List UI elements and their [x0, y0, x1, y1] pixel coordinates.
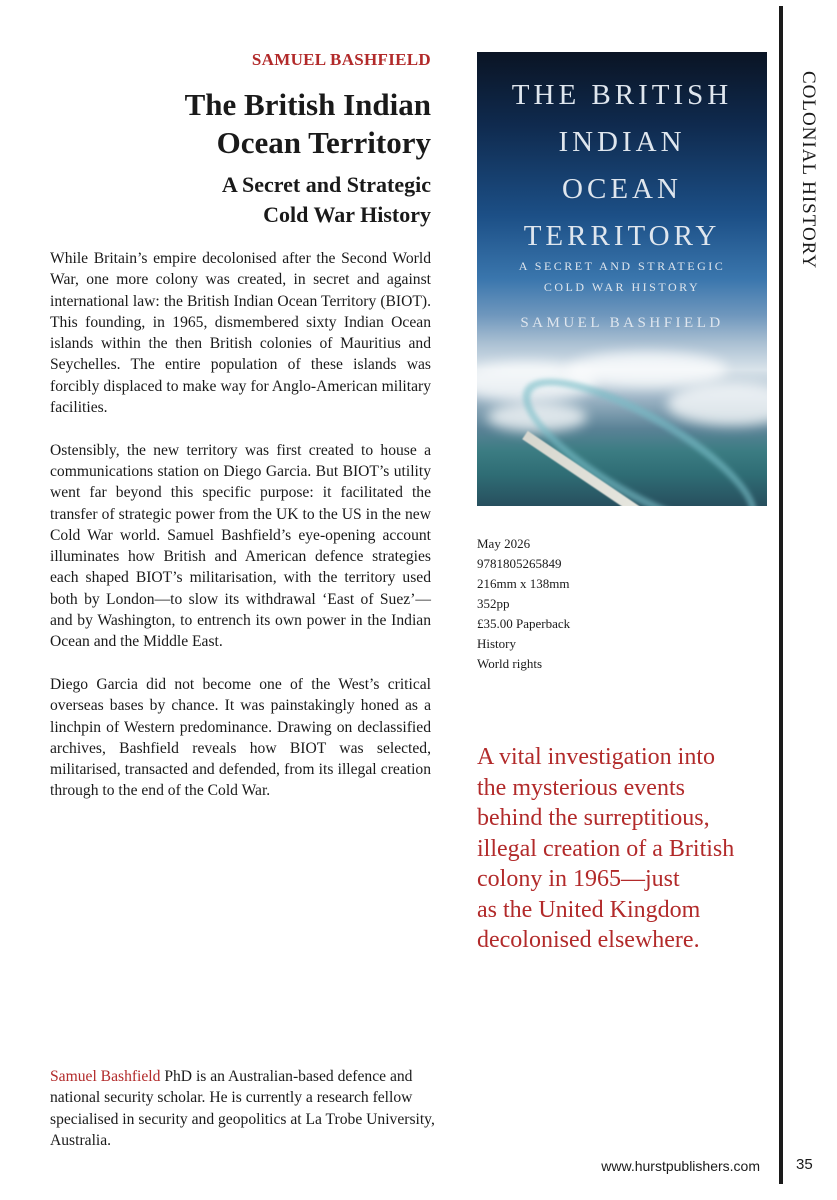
meta-price-format: £35.00 Paperback	[477, 616, 571, 631]
meta-isbn: 9781805265849	[477, 556, 562, 571]
pull-quote-line: decolonised elsewhere.	[477, 927, 700, 953]
pull-quote-line: behind the surreptitious,	[477, 805, 710, 831]
meta-rights: World rights	[477, 656, 543, 671]
book-title-line: The British Indian	[184, 87, 431, 122]
cover-cloud	[667, 382, 767, 426]
section-label-text: COLONIAL HISTORY	[798, 70, 819, 270]
cover-subtitle-line: A SECRET AND STRATEGIC	[518, 259, 726, 273]
blurb-paragraph: Diego Garcia did not become one of the West’s critical overseas bases by chance. It was painstakingly honed as a linchpin of Western predominance. Drawing on declassified archives, Bashfield reveals how BIOT was selected, militarised, transacted and defended, from its illegal creation through to the end of the Cold War.	[50, 675, 431, 800]
blurb-paragraph: Ostensibly, the new territory was first created to house a communications station on Diego Garcia. But BIOT’s utility went far beyond this specific purpose: it facilitated the transfer of strategic power from the UK to the US in the new Cold War world. Samuel Bashfield’s eye-opening account illuminates how British and American defence strategies each shaped BIOT’s militarisation, with the territory used both by London—to slow its withdrawal ‘East of Suez’—and by Washington, to entrench its own power in the Indian Ocean and the Middle East.	[50, 441, 431, 651]
publisher-url: www.hurstpublishers.com	[601, 1158, 760, 1174]
pull-quote-line: colony in 1965—just	[477, 866, 680, 892]
pull-quote-line: A vital investigation into	[477, 744, 715, 770]
author-bio	[50, 1066, 440, 1151]
author-bio-text: PhD is an Australian-based defence and national security scholar. He is currently a research fellow specialised in security and geopolitics at La Trobe University, Australia.	[50, 1068, 435, 1149]
cover-title-line: THE BRITISH	[511, 79, 733, 111]
pull-quote-line: illegal creation of a British	[477, 835, 735, 862]
cover-title	[477, 72, 767, 260]
book-subtitle	[51, 170, 431, 230]
book-author: SAMUEL BASHFIELD	[251, 50, 431, 69]
book-subtitle-line: Cold War History	[263, 202, 431, 227]
blurb-paragraph: While Britain’s empire decolonised after the Second World War, one more colony was created, in secret and against international law: the British Indian Ocean Territory (BIOT). This founding, in 1965, dismembered sixty Indian Ocean islands within the then British colonies of Mauritius and Seychelles. The entire population of these islands was forcibly displaced to make way for Anglo-American military facilities.	[50, 250, 431, 417]
book-blurb	[50, 248, 431, 823]
pull-quote-line: the mysterious events	[477, 774, 685, 801]
pull-quote-line: as the United Kingdom	[477, 896, 701, 923]
cover-cloud	[567, 352, 727, 388]
cover-subtitle	[477, 256, 767, 298]
book-subtitle-line: A Secret and Strategic	[221, 172, 431, 197]
cover-author: SAMUEL BASHFIELD	[520, 315, 724, 331]
meta-category: History	[477, 636, 516, 651]
book-cover-image	[477, 52, 767, 506]
meta-date: May 2026	[477, 536, 531, 551]
book-metadata	[477, 534, 570, 674]
cover-title-line: TERRITORY	[523, 220, 721, 252]
cover-title-line: OCEAN	[562, 173, 682, 205]
cover-title-line: INDIAN	[558, 126, 686, 158]
page-number: 35	[796, 1156, 813, 1173]
author-bio-name: Samuel Bashfield	[50, 1068, 161, 1085]
meta-dimensions: 216mm x 138mm	[477, 576, 570, 591]
book-title-line: Ocean Territory	[216, 125, 431, 160]
cover-subtitle-line: COLD WAR HISTORY	[543, 280, 701, 294]
side-rule	[779, 6, 783, 1184]
book-title	[51, 86, 431, 162]
meta-pages: 352pp	[477, 596, 510, 611]
pull-quote	[477, 742, 777, 956]
